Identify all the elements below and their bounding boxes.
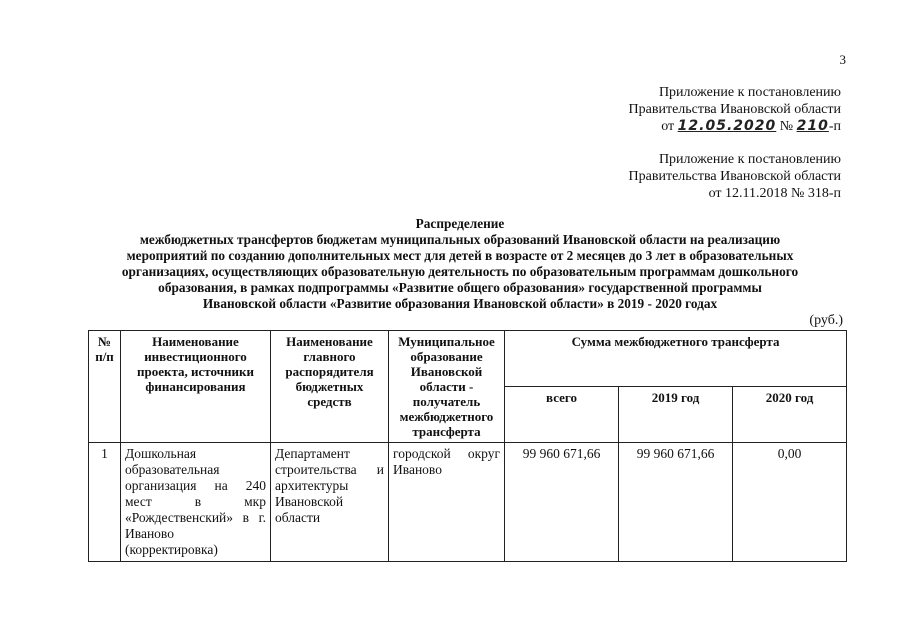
transfers-table xyxy=(88,330,847,562)
cell-2019: 99 960 671,66 xyxy=(619,443,733,562)
cell-administrator: Департамент строительства и архитектуры Ивановской области xyxy=(271,443,389,562)
title-line: Распределение xyxy=(415,216,505,231)
title-line: мероприятий по созданию дополнительных мест для детей в возрасте от 2 месяцев до 3 лет в образовательных xyxy=(126,248,794,263)
appendix-line: Правительства Ивановской области xyxy=(628,169,841,184)
header-project: Наименование инвестиционного проекта, источники финансирования xyxy=(121,331,271,443)
appendix-date-line xyxy=(629,118,841,135)
appendix-prefix: от xyxy=(661,119,675,134)
header-total: всего xyxy=(505,387,619,443)
header-2019: 2019 год xyxy=(619,387,733,443)
cell-2020: 0,00 xyxy=(733,443,847,562)
page-number: 3 xyxy=(839,52,846,67)
appendix-line: Правительства Ивановской области xyxy=(628,102,841,117)
title-line: межбюджетных трансфертов бюджетам муниципальных образований Ивановской области на реализацию xyxy=(139,232,781,247)
units-label: (руб.) xyxy=(809,313,843,328)
cell-municipality: городской округ Иваново xyxy=(389,443,505,562)
appendix-original-resolution xyxy=(629,151,841,202)
title-line: Ивановской области «Развитие образования Ивановской области» в 2019 - 2020 годах xyxy=(202,296,718,311)
cell-num: 1 xyxy=(89,443,121,562)
appendix-line: от 12.11.2018 № 318-п xyxy=(708,186,841,201)
header-municipality: Муниципальное образование Ивановской области - получатель межбюджетного трансферта xyxy=(389,331,505,443)
header-administrator: Наименование главного распорядителя бюджетных средств xyxy=(271,331,389,443)
cell-total: 99 960 671,66 xyxy=(505,443,619,562)
table-row xyxy=(89,443,847,562)
header-2020: 2020 год xyxy=(733,387,847,443)
document-title xyxy=(60,216,860,312)
number-suffix: -п xyxy=(828,119,841,134)
header-num: № п/п xyxy=(89,331,121,443)
handwritten-date: 12.05.2020 xyxy=(677,118,777,134)
header-sum-group: Сумма межбюджетного трансферта xyxy=(505,331,847,387)
title-line: образования, в рамках подпрограммы «Развитие общего образования» государственной программы xyxy=(158,280,762,295)
number-sign: № xyxy=(779,119,794,134)
appendix-line: Приложение к постановлению xyxy=(658,152,841,167)
handwritten-number: 210 xyxy=(796,118,829,134)
cell-project: Дошкольная образовательная организация на 240 мест в мкр «Рождественский» в г. Иваново (корректировка) xyxy=(121,443,271,562)
appendix-line: Приложение к постановлению xyxy=(658,85,841,100)
appendix-current-resolution xyxy=(629,84,841,135)
title-line: организациях, осуществляющих образовательную деятельность по образовательным программам дошкольного xyxy=(121,264,799,279)
